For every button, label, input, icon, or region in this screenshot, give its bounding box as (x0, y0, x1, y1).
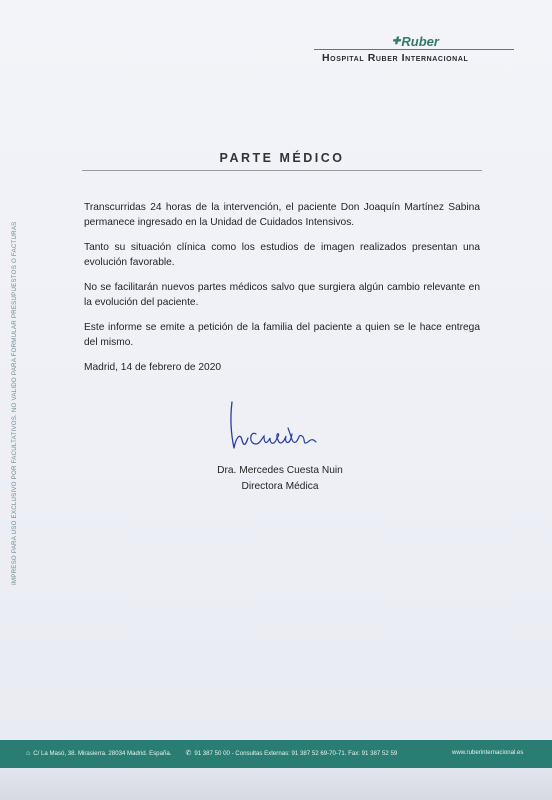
signer-block (200, 463, 360, 495)
cross-icon: ✚ (392, 36, 401, 47)
paragraph: Este informe se emite a petición de la familia del paciente a quien se le hace entrega del mismo. (84, 322, 480, 348)
paragraph: No se facilitarán nuevos partes médicos salvo que surgiera algún cambio relevante en la evolución del paciente. (84, 282, 480, 308)
paragraph: Tanto su situación clínica como los estudios de imagen realizados presentan una evolución favorable. (84, 242, 480, 268)
footer-website: www.ruberinternacional.es (452, 749, 524, 756)
home-icon: ⌂ (26, 749, 31, 757)
hospital-name: Hospital Ruber Internacional (322, 52, 469, 64)
paragraph: Transcurridas 24 horas de la intervención, el paciente Don Joaquín Martínez Sabina permanece ingresado en la Unidad de Cuidados Intensivos. (84, 202, 480, 228)
footer-phones: 91 387 50 00 - Consultas Externas: 91 387 52 69-70-71. Fax: 91 387 52 59 (194, 749, 398, 757)
page-title: PARTE MÉDICO (219, 151, 345, 165)
side-disclaimer: IMPRESO PARA USO EXCLUSIVO POR FACULTATIVOS. NO VALIDO PARA FORMULAR PRESUPUESTOS O FACTURAS (11, 221, 18, 585)
signer-name: Dra. Mercedes Cuesta Nuin (217, 465, 343, 476)
header-rule (314, 49, 514, 50)
footer-address: C/ La Masó, 38. Mirasierra. 28034 Madrid. España. (33, 749, 172, 757)
footer-bar (0, 740, 552, 768)
logo-text: Ruber (401, 34, 439, 49)
handwritten-signature (222, 398, 322, 458)
report-body (84, 200, 480, 385)
page-bottom-edge (0, 768, 552, 800)
ruber-logo (392, 34, 439, 49)
signer-title: Directora Médica (241, 481, 319, 492)
phone-icon: ✆ (185, 750, 192, 757)
date-line: Madrid, 14 de febrero de 2020 (84, 362, 222, 373)
title-rule (82, 170, 482, 171)
